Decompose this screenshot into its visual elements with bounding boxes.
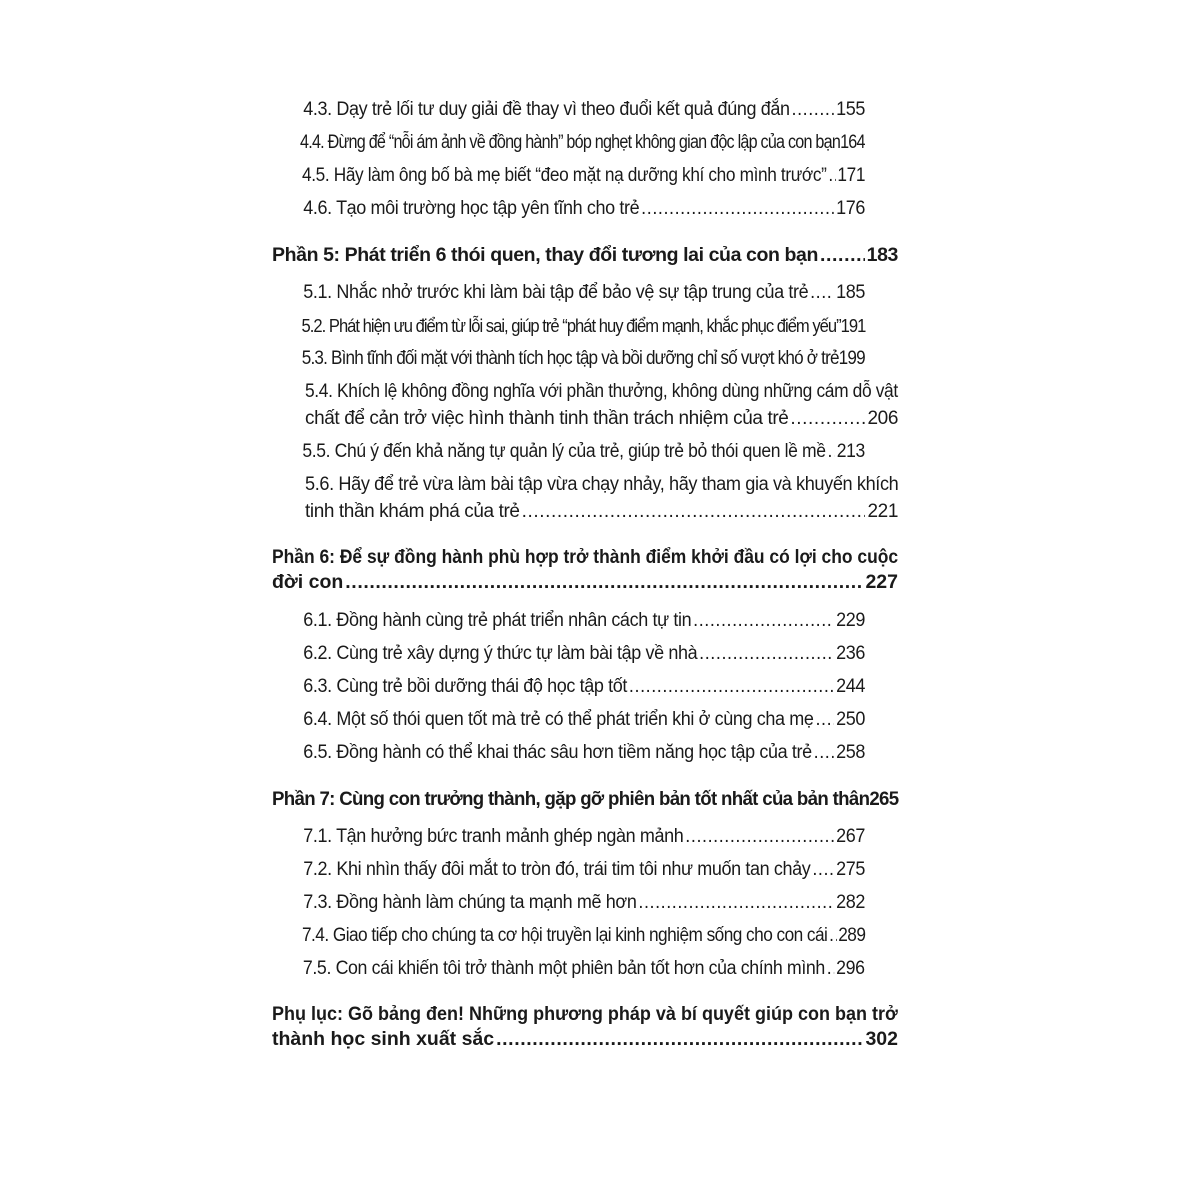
toc-page-number: 267 (836, 826, 866, 847)
dot-leader (810, 279, 834, 306)
toc-entry-6-2 (272, 640, 865, 667)
toc-entry-text: 5.1. Nhắc nhở trước khi làm bài tập để bảo vệ sự tập trung của trẻ (303, 282, 809, 303)
dot-leader (496, 1027, 863, 1052)
toc-entry-text: 6.4. Một số thói quen tốt mà trẻ có thể phát triển khi ở cùng cha mẹ (303, 709, 814, 730)
toc-section-title-line2: đời con (272, 571, 344, 593)
toc-entry-text-line2: chất để cản trở việc hình thành tinh thần trách nhiệm của trẻ (305, 408, 789, 429)
toc-entry-5-3 (272, 345, 865, 372)
dot-leader (629, 673, 834, 700)
dot-leader (814, 739, 835, 766)
toc-entry-text: 7.4. Giao tiếp cho chúng ta cơ hội truyền lại kinh nghiệm sống cho con cái (301, 925, 828, 946)
toc-entry-text: 5.3. Bình tĩnh đối mặt với thành tích học tập và bồi dưỡng chỉ số vượt khó ở trẻ (301, 348, 839, 369)
toc-entry-text-line1: 5.6. Hãy để trẻ vừa làm bài tập vừa chạy nhảy, hãy tham gia và khuyến khích (305, 474, 899, 495)
toc-entry-text: 6.1. Đồng hành cùng trẻ phát triển nhân cách tự tin (303, 610, 692, 631)
toc-page-number: 155 (836, 99, 866, 120)
toc-page-number: 236 (836, 643, 866, 664)
dot-leader (812, 856, 834, 883)
toc-entry-5-1 (272, 279, 865, 306)
dot-leader (522, 498, 866, 525)
toc-page-number: 289 (838, 925, 866, 946)
dot-leader (827, 955, 834, 982)
toc-page-number: 221 (867, 501, 898, 522)
toc-entry-7-2 (272, 856, 865, 883)
toc-entry-text: 4.6. Tạo môi trường học tập yên tĩnh cho trẻ (303, 198, 640, 219)
dot-leader (828, 162, 835, 189)
toc-entry-text: 4.4. Đừng để “nỗi ám ảnh về đồng hành” bóp nghẹt không gian độc lập của con bạn (300, 132, 841, 153)
toc-section-part-6 (272, 545, 898, 595)
toc-entry-text: 6.2. Cùng trẻ xây dựng ý thức tự làm bài tập về nhà (303, 643, 698, 664)
toc-section-title: Phần 7: Cùng con trưởng thành, gặp gỡ phiên bản tốt nhất của bản thân (272, 788, 870, 810)
toc-page-number: 229 (836, 610, 866, 631)
toc-page-number: 176 (836, 198, 866, 219)
dot-leader (638, 889, 834, 916)
toc-section-title-line1: Phần 6: Để sự đồng hành phù hợp trở thành điểm khởi đầu có lợi cho cuộc (272, 546, 899, 568)
toc-entry-5-2 (272, 312, 866, 339)
toc-entry-text: 4.5. Hãy làm ông bố bà mẹ biết “đeo mặt nạ dưỡng khí cho mình trước” (301, 165, 827, 186)
dot-leader (693, 607, 834, 634)
dot-leader (790, 405, 865, 432)
toc-page-number: 296 (836, 958, 865, 979)
toc-entry-5-5 (272, 438, 865, 465)
toc-entry-6-5 (272, 739, 865, 766)
toc-page-number: 275 (836, 859, 866, 880)
dot-leader (685, 823, 834, 850)
toc-page-number: 227 (865, 571, 898, 593)
toc-entry-7-3 (272, 889, 865, 916)
toc-entry-text: 7.3. Đồng hành làm chúng ta mạnh mẽ hơn (303, 892, 637, 913)
toc-page-number: 185 (836, 282, 866, 303)
toc-entry-text: 4.3. Dạy trẻ lối tư duy giải đề thay vì theo đuổi kết quả đúng đắn (303, 99, 790, 120)
toc-entry-6-1 (272, 607, 865, 634)
toc-page-number: 199 (838, 348, 865, 369)
toc-page-number: 183 (866, 244, 898, 266)
toc-page-number: 244 (836, 676, 866, 697)
toc-page-number: 206 (867, 408, 898, 429)
toc-entry-7-5 (272, 955, 865, 982)
toc-entry-5-4 (272, 378, 898, 432)
toc-entry-7-4 (272, 922, 866, 949)
toc-entry-5-6 (272, 471, 898, 525)
table-of-contents (272, 96, 898, 1064)
toc-entry-text: 6.5. Đồng hành có thể khai thác sâu hơn tiềm năng học tập của trẻ (303, 742, 812, 763)
toc-page-number: 191 (840, 315, 866, 336)
dot-leader (641, 195, 834, 222)
dot-leader (829, 922, 836, 949)
dot-leader (820, 242, 865, 269)
dot-leader (828, 438, 835, 465)
toc-entry-text: 7.1. Tận hưởng bức tranh mảnh ghép ngàn mảnh (303, 826, 684, 847)
toc-entry-4-5 (272, 162, 866, 189)
dot-leader (792, 96, 835, 123)
toc-page-number: 164 (840, 132, 865, 153)
toc-page-number: 282 (836, 892, 866, 913)
toc-entry-text: 5.2. Phát hiện ưu điểm từ lỗi sai, giúp trẻ “phát huy điểm mạnh, khắc phục điểm yếu” (301, 315, 841, 336)
toc-entry-6-4 (272, 706, 865, 733)
toc-entry-text-line1: 5.4. Khích lệ không đồng nghĩa với phần thưởng, không dùng những cám dỗ vật (305, 381, 898, 402)
dot-leader (699, 640, 834, 667)
toc-entry-text: 7.5. Con cái khiến tôi trở thành một phiên bản tốt hơn của chính mình (302, 958, 825, 979)
toc-entry-text: 7.2. Khi nhìn thấy đôi mắt to tròn đó, trái tim tôi như muốn tan chảy (303, 859, 811, 880)
toc-page-number: 258 (836, 742, 866, 763)
toc-section-appendix (272, 1002, 898, 1052)
dot-leader (815, 706, 834, 733)
toc-entry-6-3 (272, 673, 865, 700)
toc-page-number: 171 (837, 165, 866, 186)
toc-entry-4-3 (272, 96, 865, 123)
toc-section-part-7 (272, 786, 899, 813)
dot-leader (345, 570, 863, 595)
toc-entry-4-6 (272, 195, 865, 222)
toc-page-number: 213 (836, 441, 865, 462)
toc-page-number: 265 (869, 788, 899, 810)
toc-entry-text-line2: tinh thần khám phá của trẻ (305, 501, 520, 522)
toc-section-title-line1: Phụ lục: Gõ bảng đen! Những phương pháp và bí quyết giúp con bạn trở (272, 1003, 898, 1025)
toc-section-part-5 (272, 242, 898, 269)
toc-entry-4-4 (272, 129, 865, 156)
toc-entry-text: 5.5. Chú ý đến khả năng tự quản lý của trẻ, giúp trẻ bỏ thói quen lề mề (302, 441, 826, 462)
toc-entry-7-1 (272, 823, 865, 850)
toc-page-number: 302 (865, 1028, 898, 1050)
toc-section-title: Phần 5: Phát triển 6 thói quen, thay đổi tương lai của con bạn (272, 244, 818, 266)
toc-page-number: 250 (836, 709, 866, 730)
toc-entry-text: 6.3. Cùng trẻ bồi dưỡng thái độ học tập tốt (303, 676, 628, 697)
toc-section-title-line2: thành học sinh xuất sắc (272, 1028, 495, 1050)
